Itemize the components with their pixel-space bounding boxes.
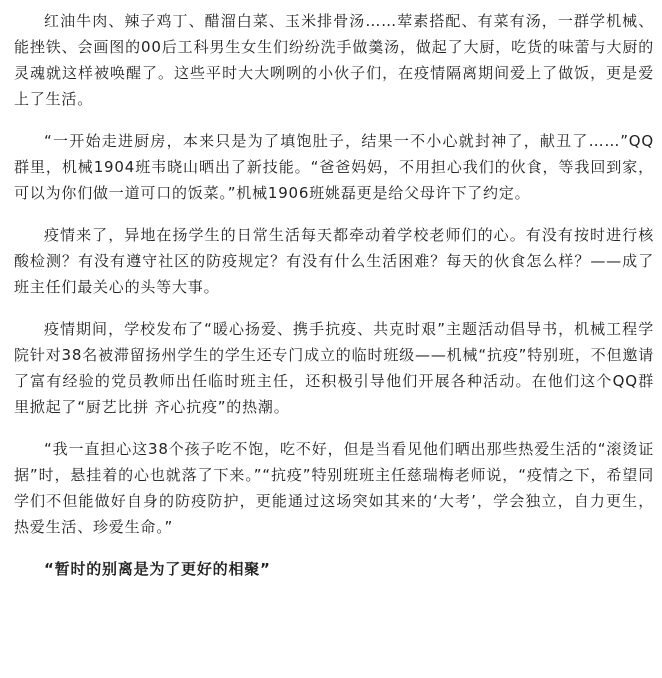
section-subheading: “暂时的别离是为了更好的相聚”: [44, 560, 271, 578]
paragraph-qq-group-quotes: “一开始走进厨房，本来只是为了填饱肚子，结果一不小心就封神了，献丑了……”QQ群里，机械1904班韦晓山晒出了新技能。“爸爸妈妈，不用担心我们的伙食，等我回到家，可以为你们做一道可口的饭菜。”机械1906班姚磊更是给父母许下了约定。: [14, 132, 654, 202]
paragraph-special-class: 疫情期间，学校发布了“暖心扬爱、携手抗疫、共克时艰”主题活动倡导书，机械工程学院针对38名被滞留扬州学生的学生还专门成立的临时班级——机械“抗疫”特别班，不但邀请了富有经验的党员教师出任临时班主任，还积极引导他们开展各种活动。在他们这个QQ群里掀起了“厨艺比拼 齐心抗疫”的热潮。: [14, 320, 654, 416]
paragraph-cooking-intro: 红油牛肉、辣子鸡丁、醋溜白菜、玉米排骨汤……荤素搭配、有菜有汤，一群学机械、能挫铁、会画图的00后工科男生女生们纷纷洗手做羹汤，做起了大厨，吃货的味蕾与大厨的灵魂就这样被唤醒了。这些平时大大咧咧的小伙子们，在疫情隔离期间爱上了做饭，更是爱上了生活。: [14, 12, 654, 108]
article-body: [14, 8, 654, 582]
paragraph-teacher-quote: “我一直担心这38个孩子吃不饱，吃不好，但是当看见他们晒出那些热爱生活的“滚烫证据”时，悬挂着的心也就落了下来。”“抗疫”特别班班主任慈瑞梅老师说，“疫情之下，希望同学们不但能做好自身的防疫防护，更能通过这场突如其来的‘大考’，学会独立，自力更生，热爱生活、珍爱生命。”: [14, 440, 654, 536]
paragraph-teachers-concern: 疫情来了，异地在扬学生的日常生活每天都牵动着学校老师们的心。有没有按时进行核酸检测？有没有遵守社区的防疫规定？有没有什么生活困难？每天的伙食怎么样？——成了班主任们最关心的头等大事。: [14, 226, 654, 296]
